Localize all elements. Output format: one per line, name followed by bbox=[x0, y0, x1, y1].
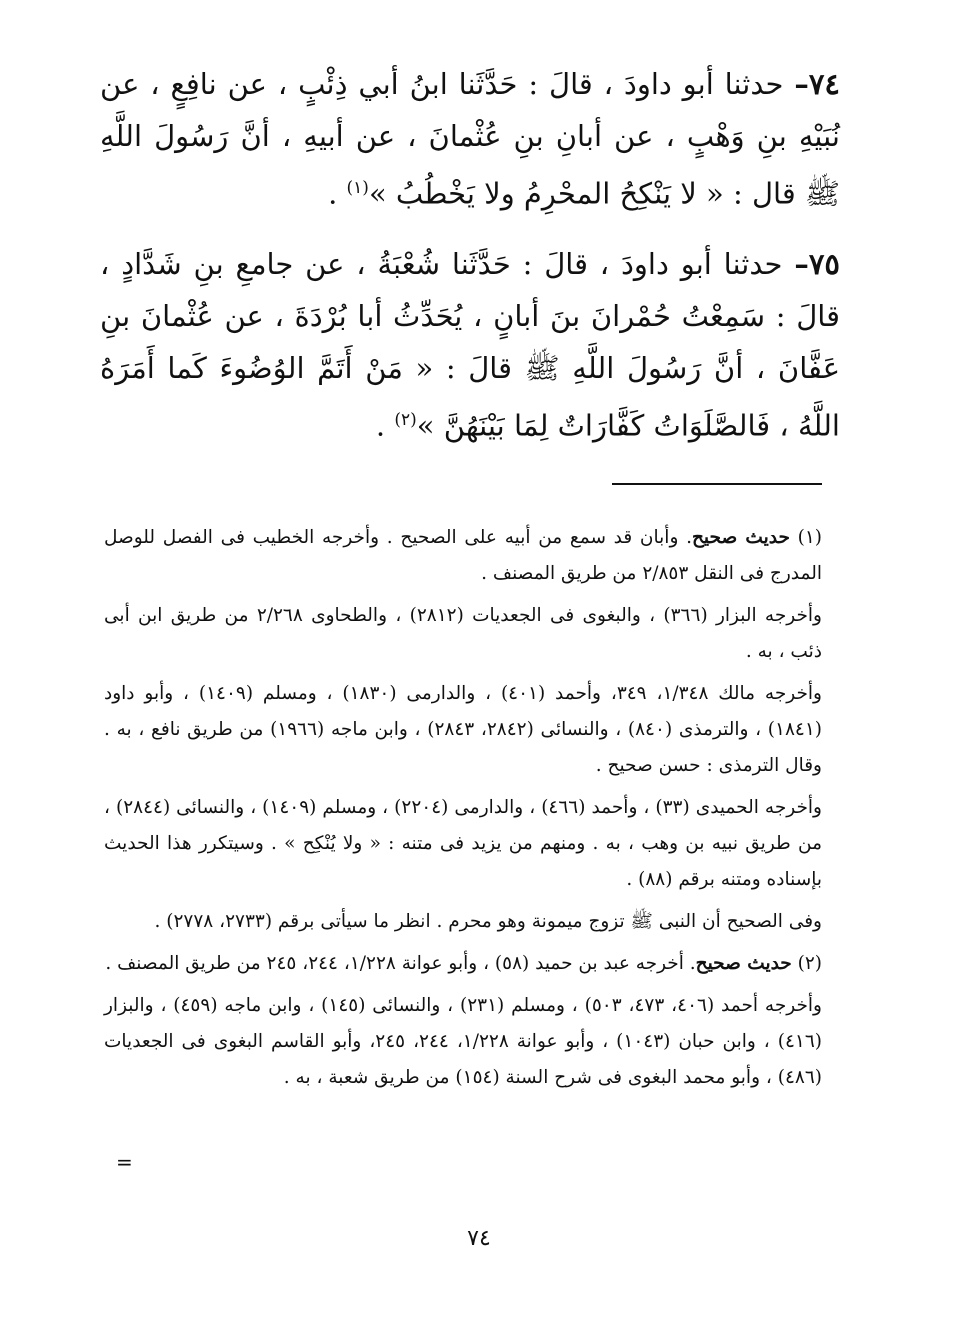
footnote-grade: حديث صحيح bbox=[695, 953, 792, 974]
page-number: ٧٤ bbox=[467, 1226, 491, 1251]
footnote-grade: حديث صحيح bbox=[691, 527, 790, 548]
hadith-number: ٧٥– bbox=[794, 247, 840, 281]
footnote-separator bbox=[612, 483, 822, 485]
hadith-number: ٧٤– bbox=[794, 67, 841, 101]
footnote-text: . أخرجه عبد بن حميد (٥٨) ، وأبو عوانة ١/٢٢٨، ٢٤٤، ٢٤٥ من طريق المصنف . bbox=[105, 953, 696, 974]
footnote-paragraph: وأخرجه البزار (٣٦٦) ، والبغوى فى الجعديات (٢٨١٢) ، والطحاوى ٢/٢٦٨ من طريق ابن أبى ذئب ، به . bbox=[104, 605, 822, 662]
footnote-marker: (١) bbox=[789, 527, 822, 548]
footnote-2 bbox=[104, 946, 822, 982]
hadith-end: . bbox=[328, 176, 347, 211]
footnote-paragraph: وأخرجه مالك ١/٣٤٨، ٣٤٩، وأحمد (٤٠١) ، والدارمى (١٨٣٠) ، ومسلم (١٤٠٩) ، وأبو داود (١٨٤١) ، والترمذى (٨٤٠) ، والنسائى (٢٨٤٢، ٢٨٤٣) ، وابن ماجه (١٩٦٦) من طريق نافع ، به . وقال الترمذى : حسن صحيح . bbox=[104, 683, 822, 776]
hadith-text: حدثنا أبو داودَ ، قالَ : حَدَّثَنا شُعْبَةُ ، عن جامعِ بنِ شَدَّادٍ ، قالَ : سَمِعْتُ حُمْرانَ بنَ أبانٍ ، يُحَدِّثُ أبا بُرْدَةَ ، عن عُثْمانَ بنِ عَفَّانَ ، أنَّ رَسُولَ اللَّهِ ﷺ قالَ : « مَنْ أَتَمَّ الوُضُوءَ كَما أَمَرَهُ اللَّهُ ، فَالصَّلَوَاتُ كَفَّارَاتٌ لِمَا بَيْنَهُنَّ » bbox=[100, 247, 840, 443]
hadith-74 bbox=[100, 58, 840, 220]
footnote-ref: (٢) bbox=[394, 410, 417, 430]
footnote-paragraph: وأخرجه أحمد (٤٠٦، ٤٧٣، ٥٠٣) ، ومسلم (٢٣١) ، والنسائى (١٤٥) ، وابن ماجه (٤٥٩) ، والبزار (٤١٦) ، وابن حبان (١٠٤٣) ، وأبو عوانة ١/٢٢٨، ٢٤٤، ٢٤٥، وأبو القاسم البغوى فى الجعديات (٤٨٦) ، وأبو محمد البغوى فى شرح السنة (١٥٤) من طريق شعبة ، به . bbox=[104, 995, 822, 1088]
footnote-paragraph: وفى الصحيح أن النبى ﷺ تزوج ميمونة وهو محرم . انظر ما سيأتى برقم (٢٧٣٣، ٢٧٧٨) . bbox=[154, 911, 822, 932]
footnote-ref: (١) bbox=[346, 178, 369, 198]
continuation-mark: = bbox=[116, 1150, 133, 1174]
footnote-paragraph: وأخرجه الحميدى (٣٣) ، وأحمد (٤٦٦) ، والدارمى (٢٢٠٤) ، ومسلم (١٤٠٩) ، والنسائى (٢٨٤٤) ، من طريق نبيه بن وهب ، به . ومنهم من يزيد فى متنه : « ولا يُنْكِح » . وسيتكرر هذا الحديث بإسناده ومتنه برقم (٨٨) . bbox=[104, 797, 822, 890]
hadith-text: حدثنا أبو داودَ ، قالَ : حَدَّثَنا ابنُ أبي ذِئْبٍ ، عن نافِعٍ ، عن نُبَيْهِ بنِ وَهْبٍ ، عن أبانِ بنِ عُثْمانَ ، عن أبيهِ ، أنَّ رَسُولَ اللَّهِ ﷺ قال : « لا يَنْكِحُ المحْرِمُ ولا يَخْطُبُ » bbox=[100, 67, 840, 211]
hadith-75 bbox=[100, 238, 840, 452]
footnotes bbox=[104, 520, 822, 1102]
hadith-end: . bbox=[375, 408, 395, 443]
footnote-marker: (٢) bbox=[791, 953, 822, 974]
footnote-1 bbox=[104, 520, 822, 592]
footnote-text: . وأبان قد سمع من أبيه على الصحيح . وأخرجه الخطيب فى الفصل للوصل المدرج فى النقل ٢/٨٥٣ من طريق المصنف . bbox=[104, 527, 822, 584]
